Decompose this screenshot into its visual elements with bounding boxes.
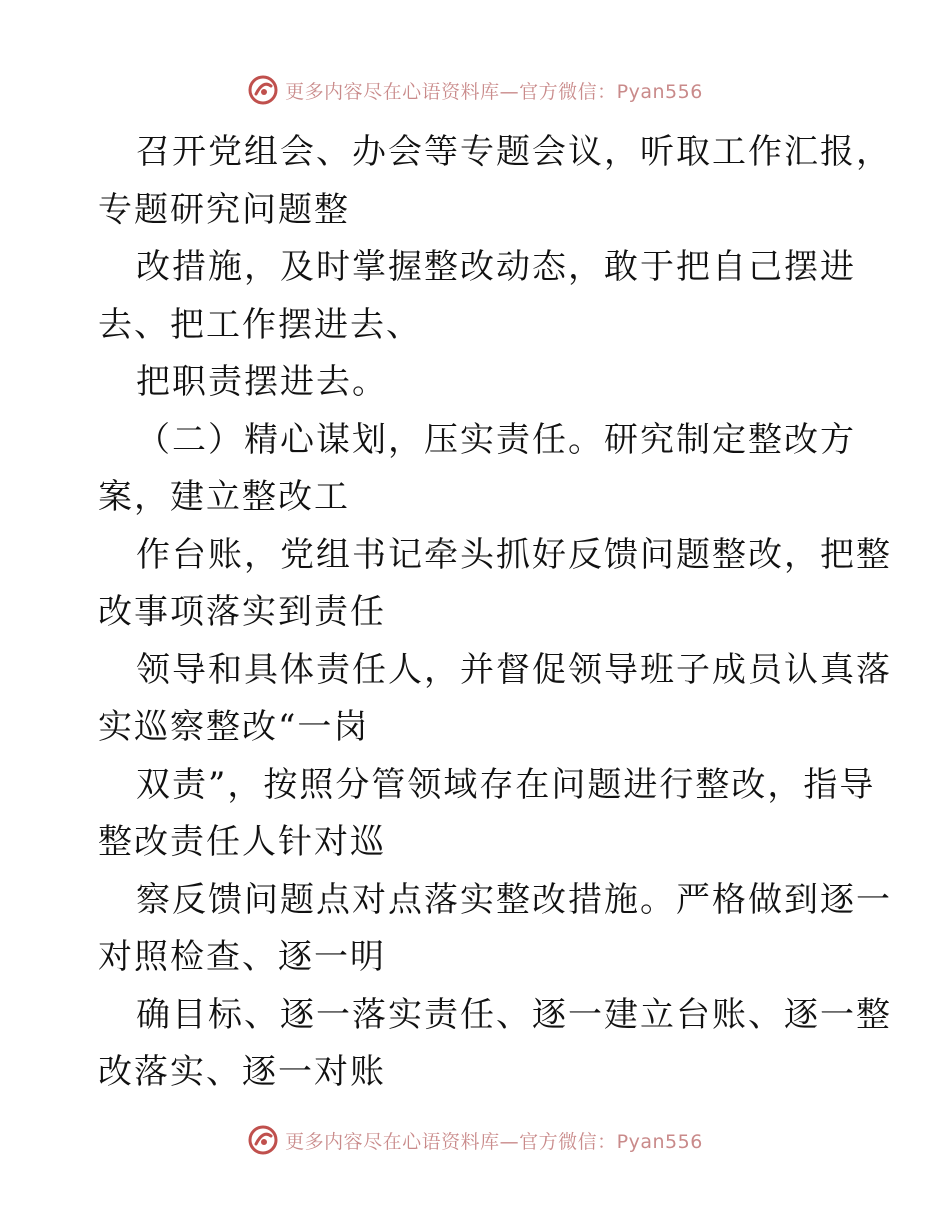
text-line: 双责”，按照分管领域存在问题进行整改，指导 [136,764,876,805]
text-line: 去、把工作摆进去、 [98,304,422,345]
text-line: 察反馈问题点对点落实整改措施。严格做到逐一 [136,879,892,920]
watermark-banner-bottom [0,1120,950,1160]
text-line: 把职责摆进去。 [136,362,388,402]
text-line: 对照检查、逐一明 [98,937,386,977]
text-line: 领导和具体责任人，并督促领导班子成员认真落 [136,649,892,690]
document-body [98,124,892,1102]
watermark-banner-top [0,70,950,110]
logo-icon [247,74,279,106]
text-line: 确目标、逐一落实责任、逐一建立台账、逐一整 [136,994,892,1035]
logo-icon [247,1124,279,1156]
text-line: 实巡察整改“一岗 [98,707,370,747]
text-line: 召开党组会、办会等专题会议，听取工作汇报， [136,132,892,172]
text-line: 案，建立整改工 [98,477,350,517]
text-line: 专题研究问题整 [98,189,350,230]
text-line: （二）精心谋划，压实责任。研究制定整改方 [136,419,856,460]
watermark-text-bottom: 更多内容尽在心语资料库—官方微信：Pyan556 [285,1130,703,1153]
text-line: 改落实、逐一对账 [98,1052,386,1092]
text-line: 改措施，及时掌握整改动态，敢于把自己摆进 [136,247,856,287]
watermark-text-top: 更多内容尽在心语资料库—官方微信：Pyan556 [285,80,703,103]
text-line: 改事项落实到责任 [98,592,386,632]
text-line: 作台账，党组书记牵头抓好反馈问题整改，把整 [136,534,892,575]
text-line: 整改责任人针对巡 [98,822,386,862]
